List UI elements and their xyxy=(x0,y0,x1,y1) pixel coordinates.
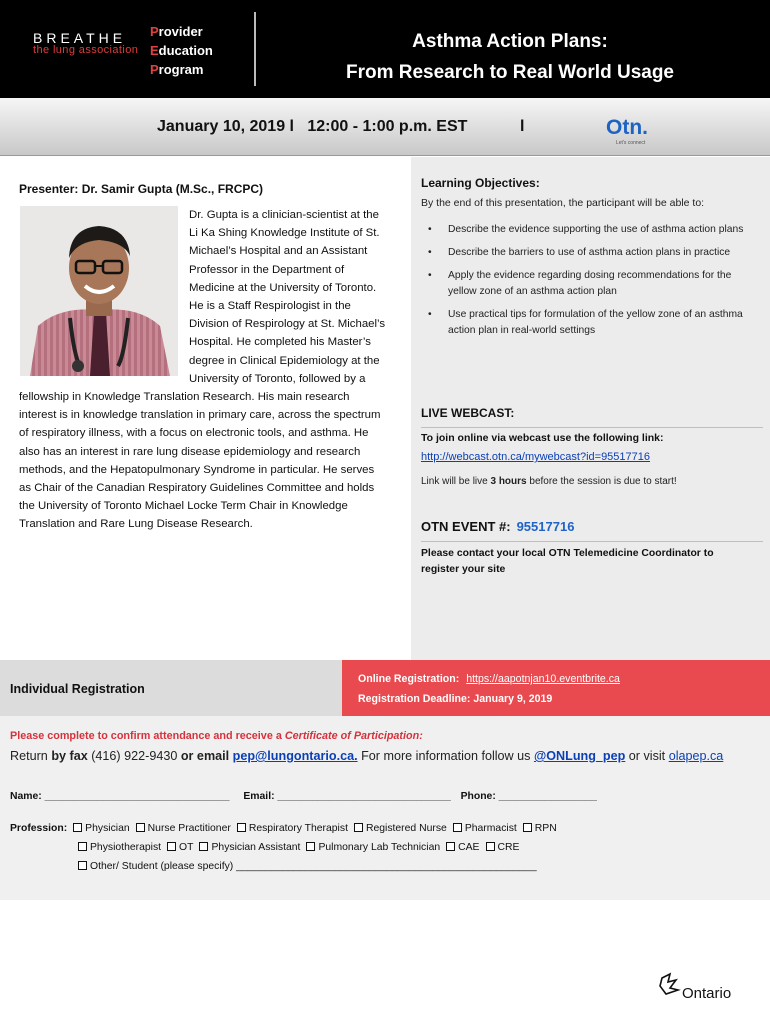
date-separator: l xyxy=(520,118,525,135)
list-item: • Use practical tips for formulation of the yellow zone of an asthma action plan in real-world settings xyxy=(428,309,743,336)
presenter-bio xyxy=(19,206,389,534)
checkbox-ot[interactable] xyxy=(167,842,176,851)
otn-logo-icon xyxy=(604,113,664,147)
program-name xyxy=(150,22,213,79)
header-band xyxy=(0,0,770,98)
registration-deadline: Registration Deadline: January 9, 2019 xyxy=(358,693,553,705)
checkbox-nurse-practitioner[interactable] xyxy=(136,823,145,832)
session-date-time: January 10, 2019 l 12:00 - 1:00 p.m. EST xyxy=(157,118,468,135)
bullet-icon: • xyxy=(428,247,432,258)
logo-tagline: the lung association xyxy=(33,44,139,56)
eventbrite-link[interactable]: https://aapotnjan10.eventbrite.ca xyxy=(466,673,620,685)
page-title xyxy=(300,26,720,88)
list-item: • Describe the barriers to use of asthma action plans in practice xyxy=(428,245,754,261)
otn-contact-text: Please contact your local OTN Telemedicine Coordinator to register your site xyxy=(421,548,714,575)
otn-logo-text: Otn. xyxy=(606,116,648,139)
list-item: • Apply the evidence regarding dosing recommendations for the yellow zone of an asthma action plan xyxy=(428,270,732,297)
checkbox-physiotherapist[interactable] xyxy=(78,842,87,851)
profession-row-2: Physiotherapist OT Physician Assistant Pulmonary Lab Technician CAE CRE xyxy=(72,842,519,853)
name-field[interactable]: Name: ________________________________ xyxy=(10,791,230,802)
breathe-logo xyxy=(33,30,138,56)
otn-event-line xyxy=(421,519,574,534)
otn-event-label: OTN EVENT #: xyxy=(421,519,511,534)
bullet-icon: • xyxy=(428,270,432,281)
ontario-logo-icon xyxy=(656,972,746,1006)
checkbox-physician-assistant[interactable] xyxy=(199,842,208,851)
registration-form-area xyxy=(0,716,770,900)
otn-event-number: 95517716 xyxy=(516,519,575,534)
event-divider xyxy=(421,541,763,542)
checkbox-rpn[interactable] xyxy=(523,823,532,832)
online-registration-label: Online Registration: xyxy=(358,673,460,685)
title-line-2: From Research to Real World Usage xyxy=(345,62,675,83)
confirm-instruction: Please complete to confirm attendance and receive a Certificate of Participation: xyxy=(10,730,423,742)
webcast-heading: LIVE WEBCAST: xyxy=(421,406,515,420)
webcast-link[interactable]: http://webcast.otn.ca/mywebcast?id=95517716 xyxy=(421,451,651,463)
individual-registration-label: Individual Registration xyxy=(10,682,145,696)
return-instructions: Return by fax (416) 922-9430 or email pep@lungontario.ca. For more information follow us @ONLung_pep or visit olapep.ca xyxy=(10,749,724,763)
checkbox-pharmacist[interactable] xyxy=(453,823,462,832)
profession-row-1: Profession: Physician Nurse Practitioner Respiratory Therapist Registered Nurse Pharmacist RPN xyxy=(10,823,557,834)
objectives-list xyxy=(428,222,754,346)
contact-fields xyxy=(10,791,597,802)
twitter-link[interactable]: @ONLung_pep xyxy=(533,749,626,763)
checkbox-respiratory-therapist[interactable] xyxy=(237,823,246,832)
photo-wrap-spacer xyxy=(19,206,189,382)
email-link[interactable]: pep@lungontario.ca. xyxy=(232,749,358,763)
email-field[interactable]: Email: ______________________________ xyxy=(243,791,451,802)
webcast-join-text: To join online via webcast use the following link: xyxy=(421,432,664,444)
checkbox-cre[interactable] xyxy=(486,842,495,851)
header-divider xyxy=(254,12,256,86)
webcast-live-note: Link will be live 3 hours before the session is due to start! xyxy=(421,476,677,487)
bullet-icon: • xyxy=(428,309,432,320)
program-line-provider: Provider xyxy=(150,24,203,39)
checkbox-pulmonary-lab-technician[interactable] xyxy=(306,842,315,851)
checkbox-registered-nurse[interactable] xyxy=(354,823,363,832)
presenter-bio-text: Dr. Gupta is a clinician-scientist at the Li Ka Shing Knowledge Institute of St. Michael’s Hospital and an Assistant Professor in the Department of Medicine at the University of Toronto. He is a Staff Respirologist in the Division of Respirology at St. Michael’s Hospital. He completed his Master’s degree in Clinical Epidemiology at the University of Toronto, followed by a fellowship in Knowledge Translation Research. His main research interest is in knowledge translation in primary care, across the spectrum of respiratory illness, with a focus on electronic tools, and asthma. He also has an interest in rare lung disease epidemiology and research methods, and the Hepatopulmonary Syndrome in particular. He serves as Chair of the Canadian Respiratory Guidelines Committee and holds the University of Toronto Michael Locke Term Chair in Knowledge Translation and Rare Lung Disease Research. xyxy=(19,209,386,531)
logo-wordmark: BREATHE xyxy=(33,30,127,46)
checkbox-physician[interactable] xyxy=(73,823,82,832)
objectives-intro: By the end of this presentation, the participant will be able to: xyxy=(421,197,705,209)
ontario-wordmark: Ontario xyxy=(682,985,732,1002)
webcast-link-container xyxy=(421,451,650,463)
title-line-1: Asthma Action Plans: xyxy=(412,31,608,52)
program-line-program: Program xyxy=(150,62,204,77)
website-link[interactable]: olapep.ca xyxy=(668,749,724,763)
program-line-education: Education xyxy=(150,43,213,58)
online-registration-line xyxy=(358,673,620,685)
phone-field[interactable]: Phone: _________________ xyxy=(460,791,597,802)
online-registration-band xyxy=(342,660,770,716)
list-item: • Describe the evidence supporting the use of asthma action plans xyxy=(428,222,754,238)
presenter-heading: Presenter: Dr. Samir Gupta (M.Sc., FRCPC) xyxy=(19,182,264,196)
otn-logo-tagline: Let's connect xyxy=(616,140,646,146)
webcast-divider xyxy=(421,427,763,428)
bullet-icon: • xyxy=(428,224,432,235)
other-specify-field[interactable]: Other/ Student (please specify) ____________________________________________________ xyxy=(90,861,537,872)
profession-row-3 xyxy=(72,861,537,872)
checkbox-other-student[interactable] xyxy=(78,861,87,870)
checkbox-cae[interactable] xyxy=(446,842,455,851)
objectives-heading: Learning Objectives: xyxy=(421,176,540,190)
profession-label: Profession: xyxy=(10,823,68,834)
